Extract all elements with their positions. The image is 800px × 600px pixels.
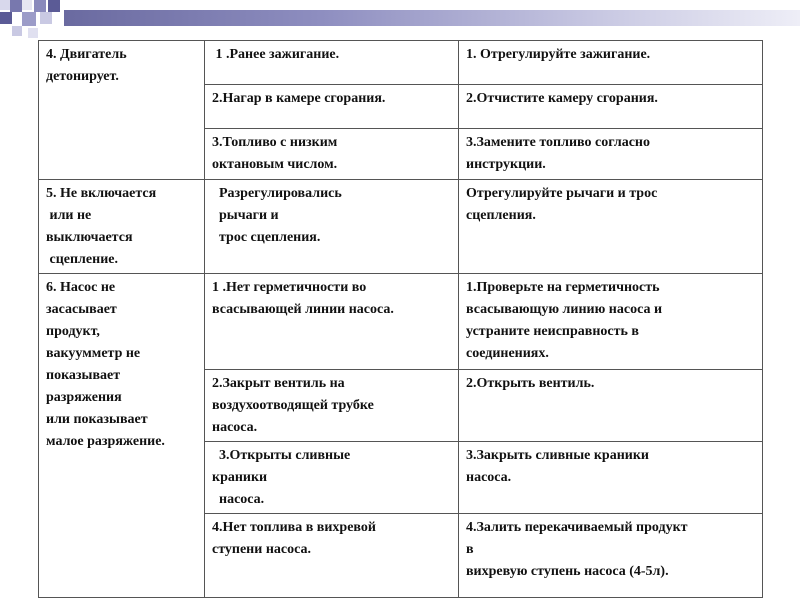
deco-square: [0, 0, 10, 10]
remedy-text-line: 1.Проверьте на герметичность: [466, 280, 660, 295]
remedy-text-line: 3.Закрыть сливные краники: [466, 448, 649, 463]
remedy-text-line: 2.Отчистите камеру сгорания.: [466, 91, 658, 106]
cause-text-line: насоса.: [212, 492, 265, 507]
deco-square: [40, 12, 52, 24]
problem-text-line: вакуумметр не: [46, 346, 141, 361]
cause-text-line: 3.Топливо с низким: [212, 135, 338, 150]
cause-text-line: трос сцепления.: [212, 230, 321, 245]
deco-square: [10, 0, 22, 12]
cause-text-line: 4.Нет топлива в вихревой: [212, 520, 376, 535]
remedy-text-line: соединениях.: [466, 346, 549, 361]
table-row: [39, 180, 763, 274]
cause-cell: [205, 41, 459, 85]
cause-text-line: октановым числом.: [212, 157, 338, 172]
problem-text-line: или показывает: [46, 412, 148, 427]
problem-text-line: сцепление.: [46, 252, 118, 267]
cause-text-line: рычаги и: [212, 208, 279, 223]
cause-cell: [205, 180, 459, 274]
problem-text-line: засасывает: [46, 302, 117, 317]
problem-text-line: 5. Не включается: [46, 186, 157, 201]
deco-square: [28, 28, 38, 38]
remedy-text-line: Отрегулируйте рычаги и трос: [466, 186, 658, 201]
cause-text-line: 2.Нагар в камере сгорания.: [212, 91, 386, 106]
table-row: [39, 274, 763, 370]
deco-square: [34, 0, 46, 12]
remedy-cell: [459, 370, 763, 442]
cause-cell: [205, 85, 459, 129]
remedy-cell: [459, 442, 763, 514]
cause-text-line: 1 .Ранее зажигание.: [212, 47, 340, 62]
remedy-cell: [459, 514, 763, 598]
deco-square: [22, 0, 32, 10]
problem-text-line: малое разряжение.: [46, 434, 165, 449]
remedy-cell: [459, 274, 763, 370]
problem-text-line: 4. Двигатель: [46, 47, 127, 62]
problem-text-line: продукт,: [46, 324, 100, 339]
cause-text-line: Разрегулировались: [212, 186, 342, 201]
remedy-text-line: 2.Открыть вентиль.: [466, 376, 595, 391]
remedy-cell: [459, 85, 763, 129]
deco-square: [22, 12, 36, 26]
problem-cell: [39, 274, 205, 598]
problem-text-line: детонирует.: [46, 69, 119, 84]
remedy-text-line: насоса.: [466, 470, 512, 485]
problem-text-line: разряжения: [46, 390, 122, 405]
problem-text-line: выключается: [46, 230, 133, 245]
remedy-text-line: устраните неисправность в: [466, 324, 639, 339]
cause-cell: [205, 442, 459, 514]
remedy-text-line: всасывающую линию насоса и: [466, 302, 663, 317]
cause-text-line: 2.Закрыт вентиль на: [212, 376, 345, 391]
remedy-text-line: сцепления.: [466, 208, 536, 223]
problem-text-line: показывает: [46, 368, 121, 383]
problem-text-line: 6. Насос не: [46, 280, 116, 295]
remedy-cell: [459, 129, 763, 180]
cause-text-line: всасывающей линии насоса.: [212, 302, 394, 317]
remedy-text-line: вихревую ступень насоса (4-5л).: [466, 564, 669, 579]
remedy-text-line: 1. Отрегулируйте зажигание.: [466, 47, 651, 62]
table-row: [39, 41, 763, 85]
cause-text-line: краники: [212, 470, 268, 485]
troubleshooting-table: [38, 40, 763, 598]
header-gradient-bar: [64, 10, 800, 26]
remedy-cell: [459, 180, 763, 274]
deco-square: [12, 26, 22, 36]
slide-decoration: [0, 0, 800, 40]
deco-square: [0, 12, 12, 24]
remedy-text-line: 3.Замените топливо согласно: [466, 135, 651, 150]
cause-cell: [205, 514, 459, 598]
cause-cell: [205, 129, 459, 180]
problem-text-line: или не: [46, 208, 92, 223]
cause-text-line: воздухоотводящей трубке: [212, 398, 374, 413]
cause-text-line: ступени насоса.: [212, 542, 311, 557]
problem-cell: [39, 180, 205, 274]
remedy-text-line: в: [466, 542, 474, 557]
remedy-cell: [459, 41, 763, 85]
remedy-text-line: инструкции.: [466, 157, 546, 172]
cause-text-line: насоса.: [212, 420, 258, 435]
problem-cell: [39, 41, 205, 180]
cause-cell: [205, 274, 459, 370]
cause-text-line: 1 .Нет герметичности во: [212, 280, 367, 295]
deco-square: [48, 0, 60, 12]
cause-cell: [205, 370, 459, 442]
remedy-text-line: 4.Залить перекачиваемый продукт: [466, 520, 688, 535]
cause-text-line: 3.Открыты сливные: [212, 448, 351, 463]
